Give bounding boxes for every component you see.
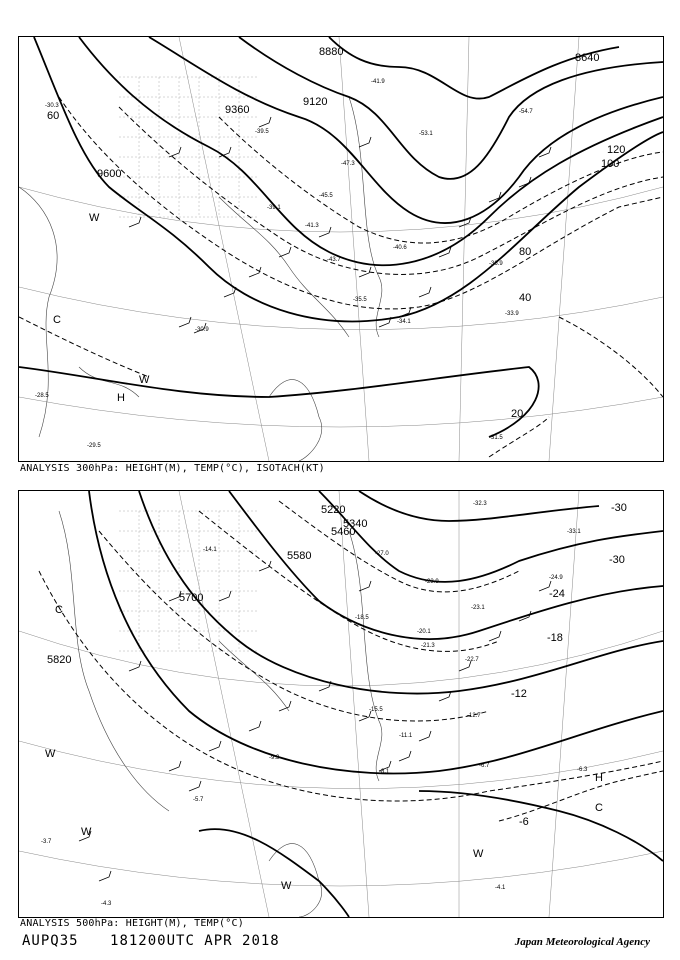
high-pressure-label: H: [117, 392, 125, 404]
station-temp: -53.1: [419, 131, 433, 137]
station-temp: -35.5: [353, 297, 367, 303]
height-label: 5220: [321, 504, 346, 516]
station-temp: -54.7: [519, 109, 533, 115]
system-labels: [53, 212, 150, 404]
agency-name: Japan Meteorological Agency: [514, 936, 650, 948]
station-temp: -21.3: [421, 643, 435, 649]
graticule: [19, 491, 663, 917]
station-temp: -24.9: [549, 575, 563, 581]
height-label: 5700: [179, 592, 204, 604]
station-temp: -20.1: [417, 629, 431, 635]
temp-label: -18: [547, 632, 563, 644]
station-temp: -45.5: [319, 193, 333, 199]
product-code: AUPQ35: [22, 933, 79, 949]
station-temp: -27.0: [375, 551, 389, 557]
station-temp: -28.5: [35, 393, 49, 399]
height-label: 8880: [319, 46, 344, 58]
cold-label: C: [53, 314, 61, 326]
station-temp: -41.3: [305, 223, 319, 229]
station-temp: -40.6: [393, 245, 407, 251]
station-temp: -33.9: [505, 311, 519, 317]
map-300hpa: [19, 37, 663, 461]
station-temp: -34.1: [397, 319, 411, 325]
station-temp: -30.3: [45, 103, 59, 109]
station-temp: -31.5: [489, 435, 503, 441]
isotach-label: 120: [607, 144, 626, 156]
station-temp: -47.3: [341, 161, 355, 167]
product-line: [22, 933, 302, 949]
caption-300hpa: ANALYSIS 300hPa: HEIGHT(M), TEMP(°C), ISOTACH(KT): [20, 463, 325, 474]
temp-label: -6: [519, 816, 529, 828]
station-temp: -23.1: [471, 605, 485, 611]
isotach-label: 60: [47, 110, 60, 122]
temp-label: -12: [511, 688, 527, 700]
system-labels: [45, 604, 603, 892]
warm-label: W: [473, 848, 484, 860]
isotach-label: 20: [511, 408, 524, 420]
wind-barbs: [129, 117, 551, 333]
station-values: [35, 79, 533, 449]
station-temp: -39.5: [255, 129, 269, 135]
height-label: 5820: [47, 654, 72, 666]
station-temp: -6.7: [479, 763, 490, 769]
height-label: 5340: [343, 518, 368, 530]
station-temp: -4.1: [495, 885, 506, 891]
height-label: 5580: [287, 550, 312, 562]
graticule: [19, 37, 663, 461]
station-temp: -4.3: [101, 901, 112, 907]
warm-label: W: [45, 748, 56, 760]
station-temp: -29.5: [87, 443, 101, 449]
station-temp: -33.1: [567, 529, 581, 535]
height-label: 5460: [331, 526, 356, 538]
station-temp: -39.1: [267, 205, 281, 211]
valid-time: 181200UTC APR 2018: [110, 933, 280, 949]
height-label: 9360: [225, 104, 250, 116]
station-temp: -9.3: [269, 755, 280, 761]
station-temp: -14.1: [203, 547, 217, 553]
map-panel-500hpa: [18, 490, 664, 918]
station-temp: -43.7: [327, 257, 341, 263]
station-temp: -36.9: [489, 261, 503, 267]
warm-label: W: [281, 880, 292, 892]
cold-label: C: [595, 802, 603, 814]
station-temp: -8.1: [379, 769, 390, 775]
height-label: 8640: [575, 52, 600, 64]
height-label: 9600: [97, 168, 122, 180]
station-temp: -41.9: [371, 79, 385, 85]
caption-500hpa: ANALYSIS 500hPa: HEIGHT(M), TEMP(°C): [20, 918, 244, 929]
station-temp: -15.5: [369, 707, 383, 713]
isotach-label: 100: [601, 158, 620, 170]
station-temp: -11.1: [399, 733, 413, 739]
temp-label: -30: [609, 554, 625, 566]
station-temp: -3.7: [41, 839, 52, 845]
temp-label: -24: [549, 588, 565, 600]
temp-label: -30: [611, 502, 627, 514]
isotachs: [19, 97, 663, 457]
height-label: 9120: [303, 96, 328, 108]
station-temp: -6.3: [577, 767, 588, 773]
high-pressure-label: H: [595, 772, 603, 784]
station-values: [41, 501, 588, 907]
isotach-labels: [47, 110, 625, 420]
observation-grid: [119, 511, 259, 651]
warm-label: W: [81, 826, 92, 838]
warm-label: W: [139, 374, 150, 386]
station-temp: -32.3: [473, 501, 487, 507]
isotach-label: 80: [519, 246, 532, 258]
station-temp: -30.9: [195, 327, 209, 333]
map-500hpa: [19, 491, 663, 917]
station-temp: -5.7: [193, 797, 204, 803]
map-panel-300hpa: [18, 36, 664, 462]
station-temp: -23.9: [425, 579, 439, 585]
isotach-label: 40: [519, 292, 532, 304]
station-temp: -12.7: [467, 713, 481, 719]
cold-label: C: [55, 604, 63, 616]
observation-grid: [119, 77, 259, 217]
station-temp: -22.7: [465, 657, 479, 663]
height-contours: [19, 37, 663, 437]
station-temp: -18.5: [355, 615, 369, 621]
warm-label: W: [89, 212, 100, 224]
